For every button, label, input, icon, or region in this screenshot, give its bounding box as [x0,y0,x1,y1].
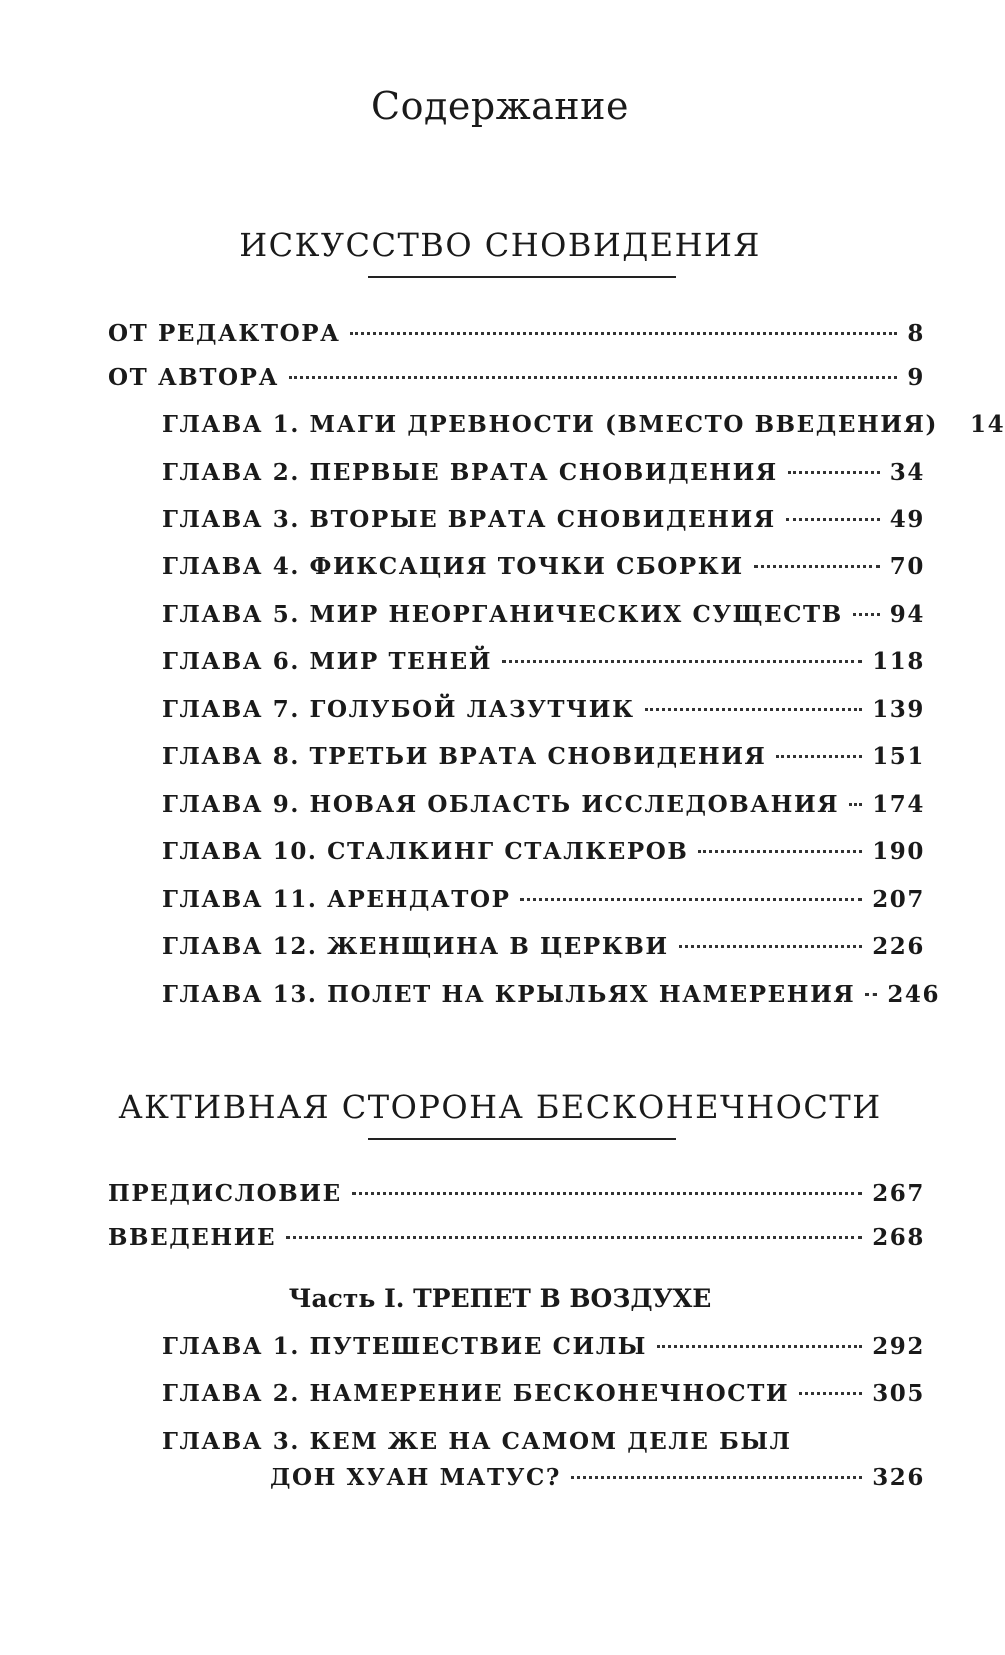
toc-entry-chapter-10[interactable] [162,838,925,865]
dot-leader [786,518,880,521]
book1-title: ИСКУССТВО СНОВИДЕНИЯ [239,226,761,264]
toc-entry-chapter-11[interactable] [162,886,925,913]
dot-leader [776,755,862,758]
toc-entry-page: 139 [872,696,925,723]
book1-title-rule [368,276,676,278]
toc-entry-title: ОТ РЕДАКТОРА [108,320,341,347]
toc-entry-page: 174 [872,791,925,818]
toc-entry-title: ПРЕДИСЛОВИЕ [108,1180,342,1207]
toc-entry-page: 292 [872,1333,925,1360]
toc-entry-chapter-2[interactable] [162,459,925,486]
dot-leader [502,660,862,663]
toc-entry-title: ОТ АВТОРА [108,364,279,391]
part-1-title: Часть I. ТРЕПЕТ В ВОЗДУХЕ [288,1284,712,1313]
toc-entry-page: 118 [872,648,925,675]
toc-entry-title: ГЛАВА 1. ПУТЕШЕСТВИЕ СИЛЫ [162,1333,648,1360]
toc-entry-introduction[interactable] [108,1224,925,1251]
toc-entry-title: ГЛАВА 5. МИР НЕОРГАНИЧЕСКИХ СУЩЕСТВ [162,601,843,628]
toc-entry-page: 305 [872,1380,925,1407]
dot-leader [799,1392,862,1395]
toc-entry-page: 268 [872,1224,925,1251]
dot-leader [645,708,863,711]
dot-leader [352,1192,862,1195]
toc-entry-title: ГЛАВА 12. ЖЕНЩИНА В ЦЕРКВИ [162,933,669,960]
toc-entry-title: ГЛАВА 3. ВТОРЫЕ ВРАТА СНОВИДЕНИЯ [162,506,776,533]
dot-leader [286,1236,862,1239]
book2-title-rule [368,1138,676,1140]
toc-entry-title: ГЛАВА 1. МАГИ ДРЕВНОСТИ (ВМЕСТО ВВЕДЕНИЯ) [162,411,938,438]
toc-entry-chapter-1[interactable] [162,411,1005,438]
dot-leader [849,803,862,806]
toc-entry-chapter-4[interactable] [162,553,925,580]
dot-leader [948,423,960,426]
toc-entry-page: 267 [872,1180,925,1207]
dot-leader [571,1476,862,1479]
toc-entry-page: 70 [889,553,925,580]
toc-entry-chapter-7[interactable] [162,696,925,723]
toc-entry-title: ГЛАВА 2. НАМЕРЕНИЕ БЕСКОНЕЧНОСТИ [162,1380,790,1407]
toc-entry-chapter-12[interactable] [162,933,925,960]
toc-entry-part1-chapter-3-line1[interactable]: ГЛАВА 3. КЕМ ЖЕ НА САМОМ ДЕЛЕ БЫЛ [162,1428,792,1455]
dot-leader [350,332,897,335]
page-title: Содержание [371,84,629,128]
toc-entry-page: 207 [872,886,925,913]
toc-entry-page: 14 [970,411,1005,438]
toc-entry-chapter-13[interactable] [162,981,941,1008]
toc-entry-part1-chapter-3[interactable] [270,1464,925,1491]
toc-entry-title: ГЛАВА 4. ФИКСАЦИЯ ТОЧКИ СБОРКИ [162,553,744,580]
toc-entry-preface[interactable] [108,1180,925,1207]
toc-entry-title: ГЛАВА 2. ПЕРВЫЕ ВРАТА СНОВИДЕНИЯ [162,459,778,486]
toc-entry-title: ГЛАВА 6. МИР ТЕНЕЙ [162,648,493,675]
toc-entry-chapter-8[interactable] [162,743,925,770]
toc-entry-page: 226 [872,933,925,960]
toc-entry-page: 8 [907,320,925,347]
dot-leader [657,1345,862,1348]
toc-entry-page: 49 [889,506,925,533]
toc-entry-title: ГЛАВА 11. АРЕНДАТОР [162,886,511,913]
toc-entry-page: 9 [907,364,925,391]
toc-entry-title: ГЛАВА 9. НОВАЯ ОБЛАСТЬ ИССЛЕДОВАНИЯ [162,791,840,818]
toc-entry-part1-chapter-2[interactable] [162,1380,925,1407]
dot-leader [698,850,862,853]
toc-entry-part1-chapter-1[interactable] [162,1333,925,1360]
dot-leader [865,993,877,996]
toc-entry-page: 34 [889,459,925,486]
toc-entry-page: 190 [872,838,925,865]
toc-entry-chapter-9[interactable] [162,791,925,818]
toc-entry-title: ВВЕДЕНИЕ [108,1224,277,1251]
toc-entry-title: ДОН ХУАН МАТУС? [270,1464,561,1491]
dot-leader [289,376,897,379]
toc-entry-chapter-5[interactable] [162,601,925,628]
toc-entry-title: ГЛАВА 10. СТАЛКИНГ СТАЛКЕРОВ [162,838,689,865]
toc-entry-title: ГЛАВА 13. ПОЛЕТ НА КРЫЛЬЯХ НАМЕРЕНИЯ [162,981,856,1008]
toc-entry-title: ГЛАВА 8. ТРЕТЬИ ВРАТА СНОВИДЕНИЯ [162,743,767,770]
toc-entry-chapter-3[interactable] [162,506,925,533]
toc-entry-page: 246 [887,981,941,1008]
toc-entry-chapter-6[interactable] [162,648,925,675]
toc-entry-page: 151 [872,743,925,770]
toc-entry-editor[interactable] [108,320,925,347]
dot-leader [788,471,880,474]
dot-leader [754,565,880,568]
dot-leader [520,898,862,901]
toc-entry-title: ГЛАВА 7. ГОЛУБОЙ ЛАЗУТЧИК [162,696,635,723]
toc-entry-author[interactable] [108,364,925,391]
dot-leader [679,945,862,948]
book2-title: АКТИВНАЯ СТОРОНА БЕСКОНЕЧНОСТИ [118,1088,882,1126]
toc-entry-page: 94 [889,601,925,628]
dot-leader [853,613,880,616]
toc-entry-page: 326 [872,1464,925,1491]
